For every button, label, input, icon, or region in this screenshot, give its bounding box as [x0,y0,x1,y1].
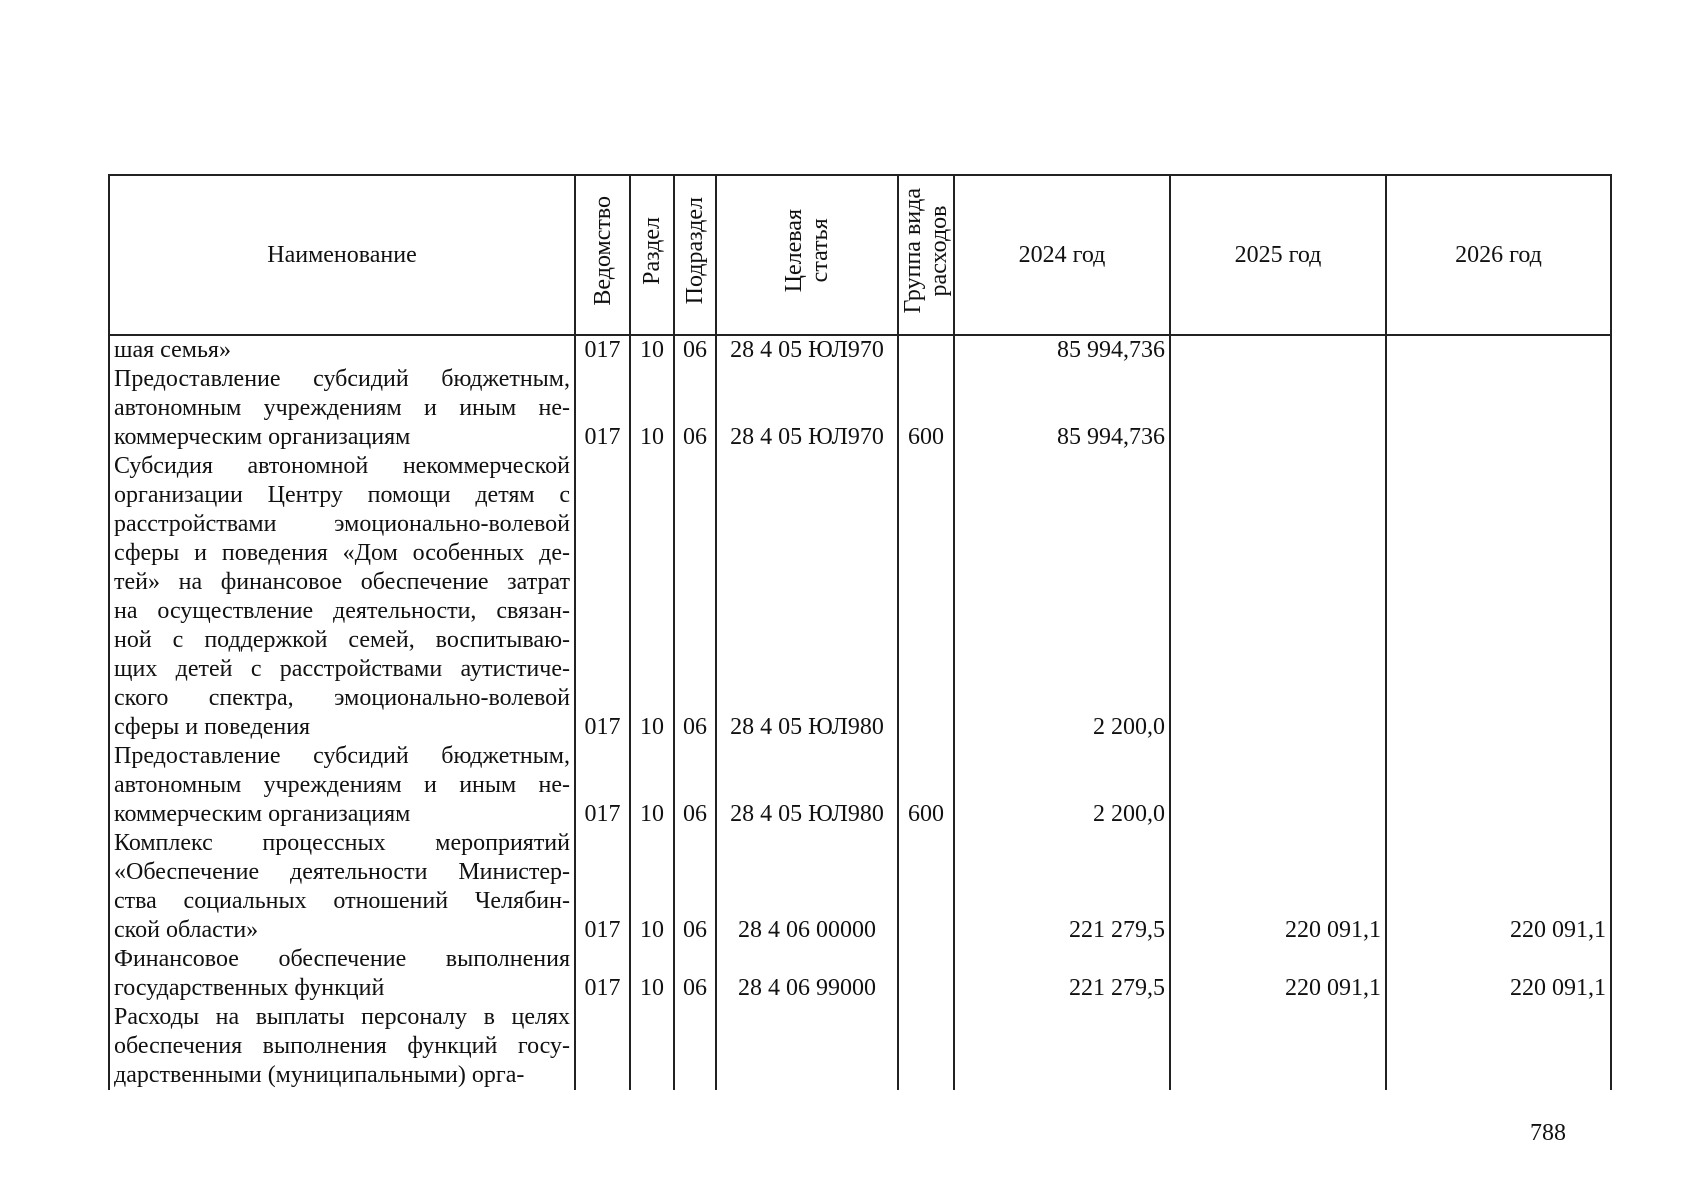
table-body [109,335,1611,1090]
row-value-2026 [1386,365,1611,452]
row-name-line: на осуществление деятельности, связан- [114,598,570,624]
table-row [109,829,1611,945]
header-department: Ведомство [575,175,630,335]
row-value-2026: 220 091,1 [1386,829,1611,945]
row-section: 10 [630,365,674,452]
row-expense-group [898,945,954,1003]
row-name-line: государственных функций [114,975,385,1001]
header-section: Раздел [630,175,674,335]
row-value-2024: 2 200,0 [954,742,1170,829]
row-name-line: дарственными (муниципальными) орга- [114,1062,525,1088]
row-subsection [674,1003,716,1090]
table-row [109,452,1611,742]
row-value-2026 [1386,335,1611,365]
row-department: 017 [575,365,630,452]
row-target-item: 28 4 06 00000 [716,829,898,945]
row-name-line: автономным учреждениям и иным не- [114,395,570,421]
row-name-line: тей» на финансовое обеспечение затрат [114,569,570,595]
row-name-line: ского спектра, эмоционально-волевой [114,685,570,711]
row-name-line: Финансовое обеспечение выполнения [114,946,570,972]
row-target-item: 28 4 05 ЮЛ980 [716,742,898,829]
row-name-line: коммерческим организациям [114,801,411,827]
row-section [630,1003,674,1090]
row-value-2024: 85 994,736 [954,335,1170,365]
row-value-2025: 220 091,1 [1170,829,1386,945]
row-subsection: 06 [674,829,716,945]
row-name-line: ной с поддержкой семей, воспитываю- [114,627,570,653]
row-value-2025 [1170,742,1386,829]
row-expense-group: 600 [898,365,954,452]
header-expense-group: Группа вида расходов [898,175,954,335]
table-row [109,1003,1611,1090]
row-name [109,335,575,365]
table-row [109,365,1611,452]
row-name-line: сферы и поведения [114,714,311,740]
row-section: 10 [630,742,674,829]
table-row [109,945,1611,1003]
row-value-2026: 220 091,1 [1386,945,1611,1003]
row-department: 017 [575,742,630,829]
header-2024: 2024 год [954,175,1170,335]
row-name-line: шая семья» [114,337,231,363]
row-expense-group [898,335,954,365]
row-subsection: 06 [674,945,716,1003]
row-name [109,452,575,742]
row-expense-group [898,1003,954,1090]
row-name-line: Расходы на выплаты персоналу в целях [114,1004,570,1030]
header-target-item: Целевая статья [716,175,898,335]
row-name-line: коммерческим организациям [114,424,411,450]
row-name-line: сферы и поведения «Дом особенных де- [114,540,570,566]
row-expense-group [898,829,954,945]
row-target-item: 28 4 05 ЮЛ970 [716,365,898,452]
row-value-2025 [1170,365,1386,452]
row-name-line: щих детей с расстройствами аутистиче- [114,656,570,682]
row-value-2026 [1386,742,1611,829]
row-name-line: Комплекс процессных мероприятий [114,830,570,856]
row-name-line: расстройствами эмоционально-волевой [114,511,570,537]
row-value-2025 [1170,335,1386,365]
row-expense-group [898,452,954,742]
row-section: 10 [630,945,674,1003]
row-target-item: 28 4 05 ЮЛ980 [716,452,898,742]
row-target-item: 28 4 05 ЮЛ970 [716,335,898,365]
row-section: 10 [630,829,674,945]
row-name-line: организации Центру помощи детям с [114,482,570,508]
row-name-line: ской области» [114,917,259,943]
page-number: 788 [1530,1120,1566,1146]
row-name-line: Предоставление субсидий бюджетным, [114,366,570,392]
row-name-line: Субсидия автономной некоммерческой [114,453,570,479]
row-name-line: автономным учреждениям и иным не- [114,772,570,798]
row-name-line: ства социальных отношений Челябин- [114,888,570,914]
row-value-2024: 221 279,5 [954,945,1170,1003]
row-subsection: 06 [674,335,716,365]
row-name [109,365,575,452]
row-department: 017 [575,945,630,1003]
row-name [109,742,575,829]
table-header-row [109,175,1611,335]
row-value-2026 [1386,1003,1611,1090]
row-name [109,945,575,1003]
row-value-2024: 2 200,0 [954,452,1170,742]
row-name-line: «Обеспечение деятельности Министер- [114,859,570,885]
row-department [575,1003,630,1090]
row-name-line: обеспечения выполнения функций госу- [114,1033,570,1059]
row-value-2025: 220 091,1 [1170,945,1386,1003]
row-subsection: 06 [674,742,716,829]
row-department: 017 [575,452,630,742]
row-section: 10 [630,335,674,365]
header-name: Наименование [109,175,575,335]
row-target-item: 28 4 06 99000 [716,945,898,1003]
row-target-item [716,1003,898,1090]
row-expense-group: 600 [898,742,954,829]
row-name [109,1003,575,1090]
row-name-line: Предоставление субсидий бюджетным, [114,743,570,769]
row-section: 10 [630,452,674,742]
table-row [109,742,1611,829]
row-value-2024: 85 994,736 [954,365,1170,452]
row-department: 017 [575,335,630,365]
row-value-2024 [954,1003,1170,1090]
row-department: 017 [575,829,630,945]
row-value-2026 [1386,452,1611,742]
row-value-2025 [1170,452,1386,742]
row-name [109,829,575,945]
row-subsection: 06 [674,365,716,452]
header-subsection: Подраздел [674,175,716,335]
budget-table [108,174,1612,1090]
row-value-2025 [1170,1003,1386,1090]
header-2025: 2025 год [1170,175,1386,335]
row-subsection: 06 [674,452,716,742]
header-2026: 2026 год [1386,175,1611,335]
table-row [109,335,1611,365]
row-value-2024: 221 279,5 [954,829,1170,945]
